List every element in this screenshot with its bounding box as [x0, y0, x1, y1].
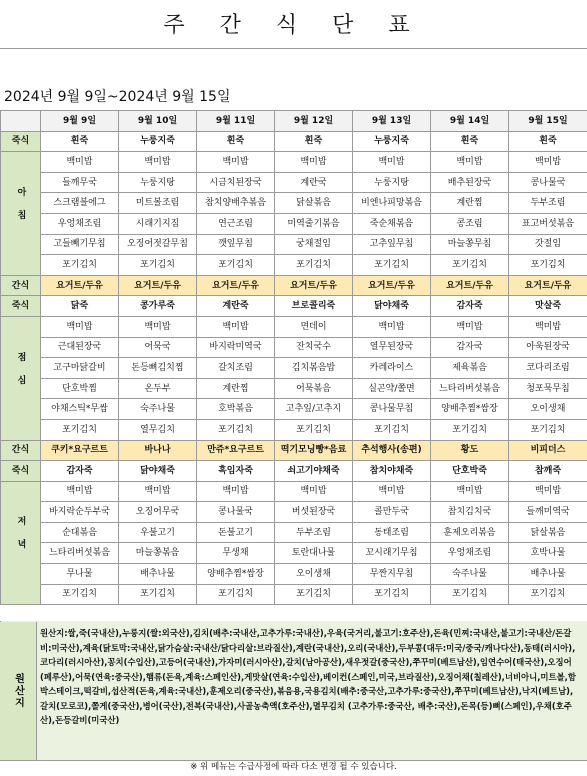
dinner-dish: 들깨미역국	[509, 502, 587, 523]
lunch-label	[1, 316, 41, 440]
breakfast-dish: 스크램블에그	[41, 193, 119, 214]
dinner-dish: 포기김치	[353, 584, 431, 605]
breakfast-dish: 백미밥	[431, 152, 509, 173]
lunch-dish: 호박볶음	[197, 399, 275, 420]
dinner-row	[1, 522, 587, 543]
breakfast-dish: 백미밥	[509, 152, 587, 173]
lunch-porridge-cell: 브로콜리죽	[275, 296, 353, 317]
lunch-dish: 잔치국수	[275, 337, 353, 358]
breakfast-dish: 고추잎무침	[353, 234, 431, 255]
origin-label	[0, 622, 37, 761]
lunch-dish: 실곤약/쫄면	[353, 378, 431, 399]
lunch-dish: 제육볶음	[431, 358, 509, 379]
lunch-row	[1, 358, 587, 379]
corner-cell	[1, 111, 41, 132]
menu-period: 2024년 9월 9일~2024년 9월 15일	[4, 89, 231, 105]
dinner-dish: 백미밥	[275, 481, 353, 502]
lunch-dish: 숙주나물	[119, 399, 197, 420]
dinner-dish: 오징어무국	[119, 502, 197, 523]
breakfast-dish: 죽순채볶음	[353, 213, 431, 234]
lunch-porridge-cell: 계란죽	[197, 296, 275, 317]
morning-snack-row	[1, 275, 587, 296]
breakfast-dish: 계란찜	[431, 193, 509, 214]
lunch-dish: 아욱된장국	[509, 337, 587, 358]
lunch-porridge-label: 죽식	[1, 296, 41, 317]
dinner-row	[1, 584, 587, 605]
dinner-dish: 숙주나물	[431, 564, 509, 585]
lunch-porridge-cell: 맛살죽	[509, 296, 587, 317]
dinner-dish: 무짠지무침	[353, 564, 431, 585]
breakfast-dish: 포기김치	[509, 255, 587, 276]
breakfast-dish: 궁채절임	[275, 234, 353, 255]
lunch-dish: 포기김치	[353, 419, 431, 440]
day-header: 9월 14일	[431, 111, 509, 132]
lunch-porridge-cell: 감자죽	[431, 296, 509, 317]
breakfast-dish: 미트볼조림	[119, 193, 197, 214]
dinner-dish: 우불고기	[119, 522, 197, 543]
lunch-dish: 양배추찜*쌈장	[431, 399, 509, 420]
breakfast-porridge-cell: 누룽지죽	[353, 131, 431, 152]
day-header: 9월 11일	[197, 111, 275, 132]
breakfast-dish: 들깨무국	[41, 172, 119, 193]
dinner-dish: 백미밥	[197, 481, 275, 502]
breakfast-porridge-cell: 흰죽	[275, 131, 353, 152]
breakfast-dish: 미역줄기볶음	[275, 213, 353, 234]
lunch-dish: 코다리조림	[509, 358, 587, 379]
day-header: 9월 10일	[119, 111, 197, 132]
lunch-row	[1, 378, 587, 399]
snack-cell: 요거트/두유	[509, 275, 587, 296]
snack-cell: 요거트/두유	[353, 275, 431, 296]
morning-snack-row-label: 간식	[1, 275, 41, 296]
dinner-dish: 순대볶음	[41, 522, 119, 543]
dinner-row	[1, 481, 587, 502]
breakfast-dish: 백미밥	[119, 152, 197, 173]
breakfast-porridge-cell: 흰죽	[41, 131, 119, 152]
lunch-porridge-cell: 닭야채죽	[353, 296, 431, 317]
lunch-dish: 백미밥	[119, 316, 197, 337]
dinner-dish: 배추나물	[509, 564, 587, 585]
lunch-dish: 카레라이스	[353, 358, 431, 379]
dinner-dish: 포기김치	[509, 584, 587, 605]
lunch-dish: 바지락미역국	[197, 337, 275, 358]
dinner-dish: 버섯된장국	[275, 502, 353, 523]
snack-cell: 요거트/두유	[197, 275, 275, 296]
dinner-dish: 오이생채	[275, 564, 353, 585]
lunch-dish: 계란찜	[197, 378, 275, 399]
breakfast-label	[1, 152, 41, 276]
lunch-dish: 백미밥	[41, 316, 119, 337]
breakfast-row	[1, 234, 587, 255]
lunch-dish: 김치볶음밥	[275, 358, 353, 379]
breakfast-dish: 포기김치	[275, 255, 353, 276]
breakfast-dish: 고들빼기무침	[41, 234, 119, 255]
snack-cell: 추석행사(송편)	[353, 440, 431, 461]
breakfast-porridge-cell: 흰죽	[197, 131, 275, 152]
lunch-dish: 포기김치	[431, 419, 509, 440]
lunch-dish: 백미밥	[431, 316, 509, 337]
lunch-dish: 고구마닭갈비	[41, 358, 119, 379]
dinner-dish: 느타리버섯볶음	[41, 543, 119, 564]
dinner-dish: 포기김치	[119, 584, 197, 605]
day-header: 9월 13일	[353, 111, 431, 132]
dinner-dish: 호박나물	[509, 543, 587, 564]
lunch-dish: 단호박찜	[41, 378, 119, 399]
breakfast-dish: 포기김치	[197, 255, 275, 276]
breakfast-porridge-label: 죽식	[1, 131, 41, 152]
snack-cell: 쿠키*요구르트	[41, 440, 119, 461]
lunch-label-text: 점심	[15, 351, 26, 398]
dinner-dish: 두부조림	[275, 522, 353, 543]
origin-info: 원산지:쌀,죽(국내산),누룽지(쌀:외국산),김치(배추:국내산,고추가루:국내산),우육(국거리,불고기:호주산),돈육(민찌:국내산,불고기:국내산/돈갈비:미국산),계육(닭토막:국내산,닭가슴살:국내산/닭다리살:브라질산),계란(국내산),오리(국내산),두부콩(대두:미국/중국/캐나다산),동태(러시아),코다리(러시아산),꽁치(수입산),고등어(국내산),가자미(러시아산),갈치(남아공산),새우젓갈(중국산),쭈꾸미(베트남산),임연수어(태국산),오징어(페루산),어묵(연육:중국산),햄류(돈육,계육:스페인산),게맛살(연육:수입산),베이컨(스페인,미국,브라질산),오징어채(칠레산),너비아니,미트볼,함박스테이크,떡갈비,섭산적(돈육,계육:국내산),훈제오리(중국산),볶음용,국용김치(배추:중국산,고추가루:중국산),쭈꾸미(베트남산),낙지(베트남),갈치(모로코),쫄게(중국산),병어(국산),전복(국내산),사골농축액(호주산),멸무김치 (고추가루:중국산, 배추:국산),돈목(등)뼈(스페인),우채(호주산),돈등갈비(미국산)	[40, 628, 576, 725]
snack-cell: 황도	[431, 440, 509, 461]
breakfast-dish: 누룽지탕	[119, 172, 197, 193]
origin-label-text: 원산지	[12, 673, 24, 709]
lunch-dish: 열무김치	[119, 419, 197, 440]
breakfast-label-text: 아침	[15, 186, 26, 233]
dinner-dish: 포기김치	[431, 584, 509, 605]
breakfast-dish: 누룽지탕	[353, 172, 431, 193]
weekly-menu-table	[0, 110, 587, 605]
lunch-row	[1, 399, 587, 420]
breakfast-row	[1, 152, 587, 173]
dinner-label-text: 저녁	[15, 516, 26, 563]
breakfast-dish: 오징어젓갈무침	[119, 234, 197, 255]
lunch-dish: 갈치조림	[197, 358, 275, 379]
breakfast-dish: 콩조림	[431, 213, 509, 234]
breakfast-dish: 계란국	[275, 172, 353, 193]
lunch-dish: 온두부	[119, 378, 197, 399]
dinner-row	[1, 564, 587, 585]
dinner-dish: 토란대나물	[275, 543, 353, 564]
breakfast-dish: 백미밥	[275, 152, 353, 173]
breakfast-dish: 참치양배추볶음	[197, 193, 275, 214]
breakfast-dish: 닭살볶음	[275, 193, 353, 214]
dinner-row	[1, 543, 587, 564]
breakfast-row	[1, 193, 587, 214]
dinner-porridge-cell: 참깨죽	[509, 461, 587, 482]
dinner-dish: 꼬시래기무침	[353, 543, 431, 564]
dinner-dish: 훈제오리볶음	[431, 522, 509, 543]
dinner-porridge-label: 죽식	[1, 461, 41, 482]
breakfast-dish: 포기김치	[119, 255, 197, 276]
lunch-dish: 느타리버섯볶음	[431, 378, 509, 399]
breakfast-porridge-cell: 누룽지죽	[119, 131, 197, 152]
breakfast-porridge-cell: 흰죽	[509, 131, 587, 152]
lunch-dish: 감자국	[431, 337, 509, 358]
dinner-dish: 포기김치	[197, 584, 275, 605]
breakfast-dish: 두부조림	[509, 193, 587, 214]
breakfast-dish: 깻잎무침	[197, 234, 275, 255]
dinner-dish: 백미밥	[431, 481, 509, 502]
dinner-dish: 백미밥	[509, 481, 587, 502]
dinner-porridge-cell: 닭야채죽	[119, 461, 197, 482]
lunch-dish: 면데이	[275, 316, 353, 337]
dinner-dish: 포기김치	[41, 584, 119, 605]
lunch-row	[1, 337, 587, 358]
snack-cell: 요거트/두유	[275, 275, 353, 296]
dinner-dish: 양배추찜*쌈장	[197, 564, 275, 585]
lunch-dish: 백미밥	[509, 316, 587, 337]
snack-cell: 만쥬*요구르트	[197, 440, 275, 461]
snack-cell: 떡기모닝빵*음료	[275, 440, 353, 461]
dinner-dish: 마늘쫑볶음	[119, 543, 197, 564]
snack-cell: 요거트/두유	[41, 275, 119, 296]
breakfast-porridge-row	[1, 131, 587, 152]
day-header: 9월 12일	[275, 111, 353, 132]
title-divider	[0, 48, 587, 49]
dinner-dish: 포기김치	[275, 584, 353, 605]
page-title: 주 간 식 단 표	[163, 13, 424, 38]
dinner-row	[1, 502, 587, 523]
dinner-dish: 동태조림	[353, 522, 431, 543]
lunch-dish: 백미밥	[197, 316, 275, 337]
lunch-dish: 어묵볶음	[275, 378, 353, 399]
breakfast-dish: 마늘쫑무침	[431, 234, 509, 255]
menu-change-notice: ※ 위 메뉴는 수급사정에 따라 다소 변경 될 수 있습니다.	[190, 762, 397, 772]
breakfast-dish: 시금치된장국	[197, 172, 275, 193]
lunch-dish: 콩나물무침	[353, 399, 431, 420]
lunch-porridge-row	[1, 296, 587, 317]
dinner-dish: 백미밥	[119, 481, 197, 502]
dinner-porridge-cell: 감자죽	[41, 461, 119, 482]
dinner-dish: 무생채	[197, 543, 275, 564]
breakfast-porridge-cell: 흰죽	[431, 131, 509, 152]
dinner-porridge-row	[1, 461, 587, 482]
dinner-dish: 무나물	[41, 564, 119, 585]
breakfast-dish: 갓절임	[509, 234, 587, 255]
dinner-dish: 배추나물	[119, 564, 197, 585]
snack-cell: 비피더스	[509, 440, 587, 461]
lunch-dish: 돈등뼈김치찜	[119, 358, 197, 379]
lunch-row	[1, 316, 587, 337]
lunch-dish: 오이생채	[509, 399, 587, 420]
breakfast-dish: 콩나물국	[509, 172, 587, 193]
breakfast-dish: 포기김치	[431, 255, 509, 276]
dinner-porridge-cell: 참치야채죽	[353, 461, 431, 482]
breakfast-dish: 포기김치	[41, 255, 119, 276]
dinner-dish: 콜만두국	[353, 502, 431, 523]
afternoon-snack-row	[1, 440, 587, 461]
breakfast-row	[1, 172, 587, 193]
breakfast-dish: 우엉채조림	[41, 213, 119, 234]
lunch-dish: 포기김치	[197, 419, 275, 440]
breakfast-dish: 시래기지짐	[119, 213, 197, 234]
breakfast-dish: 연근조림	[197, 213, 275, 234]
header-row	[1, 111, 587, 132]
lunch-dish: 백미밥	[353, 316, 431, 337]
breakfast-dish: 백미밥	[353, 152, 431, 173]
dinner-dish: 돈불고기	[197, 522, 275, 543]
afternoon-snack-row-label: 간식	[1, 440, 41, 461]
breakfast-row	[1, 255, 587, 276]
breakfast-dish: 백미밥	[41, 152, 119, 173]
lunch-porridge-cell: 닭죽	[41, 296, 119, 317]
dinner-dish: 닭살볶음	[509, 522, 587, 543]
dinner-porridge-cell: 단호박죽	[431, 461, 509, 482]
breakfast-dish: 표고버섯볶음	[509, 213, 587, 234]
dinner-porridge-cell: 쇠고기야채죽	[275, 461, 353, 482]
lunch-dish: 고추잎/고추지	[275, 399, 353, 420]
breakfast-dish: 포기김치	[353, 255, 431, 276]
lunch-porridge-cell: 콩가루죽	[119, 296, 197, 317]
lunch-dish: 포기김치	[41, 419, 119, 440]
day-header: 9월 9일	[41, 111, 119, 132]
lunch-row	[1, 419, 587, 440]
breakfast-dish: 백미밥	[197, 152, 275, 173]
snack-cell: 요거트/두유	[119, 275, 197, 296]
lunch-dish: 야채스틱*무쌈	[41, 399, 119, 420]
lunch-dish: 근대된장국	[41, 337, 119, 358]
snack-cell: 바나나	[119, 440, 197, 461]
breakfast-dish: 배추된장국	[431, 172, 509, 193]
lunch-dish: 포기김치	[275, 419, 353, 440]
dinner-dish: 백미밥	[41, 481, 119, 502]
dinner-porridge-cell: 흑임자죽	[197, 461, 275, 482]
day-header: 9월 15일	[509, 111, 587, 132]
lunch-dish: 열무된장국	[353, 337, 431, 358]
dinner-dish: 바지락순두부국	[41, 502, 119, 523]
dinner-dish: 콩나물국	[197, 502, 275, 523]
lunch-dish: 청포묵무침	[509, 378, 587, 399]
breakfast-row	[1, 213, 587, 234]
snack-cell: 요거트/두유	[431, 275, 509, 296]
dinner-dish: 참치김치국	[431, 502, 509, 523]
dinner-dish: 백미밥	[353, 481, 431, 502]
lunch-dish: 어묵국	[119, 337, 197, 358]
dinner-dish: 우엉채조림	[431, 543, 509, 564]
breakfast-dish: 비엔나피망볶음	[353, 193, 431, 214]
dinner-label	[1, 481, 41, 605]
lunch-dish: 포기김치	[509, 419, 587, 440]
